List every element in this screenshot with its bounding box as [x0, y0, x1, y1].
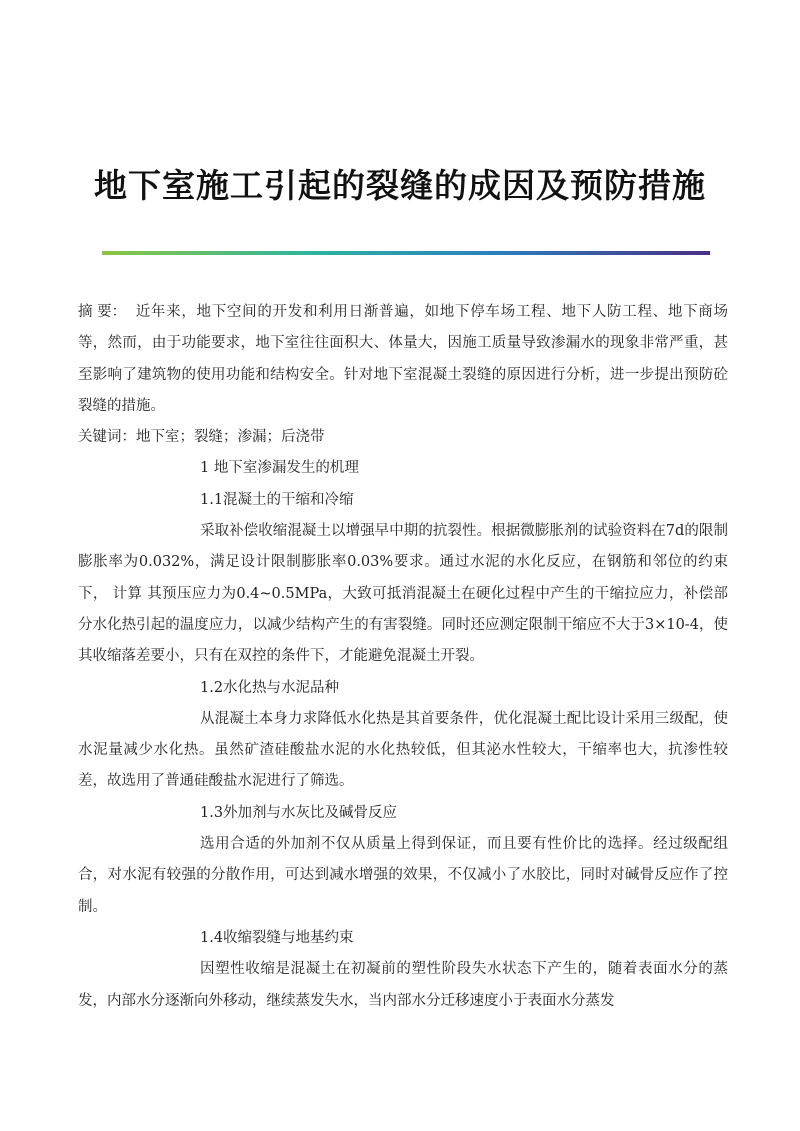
document-body [78, 297, 728, 1017]
title-gradient-rule [102, 251, 710, 255]
section-heading: 1.1混凝土的干缩和冷缩 [200, 491, 354, 508]
section-paragraph: 因塑性收缩是混凝土在初凝前的塑性阶段失水状态下产生的，随着表面水分的蒸发，内部水分逐渐向外移动，继续蒸发失水，当内部水分迁移速度小于表面水分蒸发 [78, 961, 728, 1009]
section-paragraph: 选用合适的外加剂不仅从质量上得到保证，而且要有性价比的选择。经过级配组合，对水泥有较强的分散作用，可达到减水增强的效果，不仅减小了水胶比，同时对碱骨反应作了控制。 [78, 836, 728, 915]
abstract-paragraph [78, 297, 728, 422]
section-heading: 1.2水化热与水泥品种 [200, 679, 340, 696]
section-heading: 1 地下室渗漏发生的机理 [200, 460, 359, 477]
keywords-line: 关键词：地下室；裂缝；渗漏；后浇带 [78, 429, 325, 446]
section-heading: 1.4收缩裂缝与地基约束 [200, 929, 354, 946]
abstract-label: 摘 要： [78, 304, 127, 320]
section-paragraph: 采取补偿收缩混凝土以增强早中期的抗裂性。根据微膨胀剂的试验资料在7d的限制膨胀率为0.032%，满足设计限制膨胀率0.03%要求。通过水泥的水化反应，在钢筋和邻位的约束下， 计算 其预压应力为0.4~0.5MPa，大致可抵消混凝土在硬化过程中产生的干缩拉应力，补偿部分水化热引起的温度应力，以减少结构产生的有害裂缝。同时还应测定限制干缩应不大于3×10-4，使其收缩落差要小，只有在双控的条件下，才能避免混凝土开裂。 [78, 523, 728, 665]
document-title: 地下室施工引起的裂缝的成因及预防措施 [94, 166, 706, 205]
section-heading: 1.3外加剂与水灰比及碱骨反应 [200, 804, 398, 821]
section-paragraph: 从混凝土本身力求降低水化热是其首要条件，优化混凝土配比设计采用三级配，使水泥量减少水化热。虽然矿渣硅酸盐水泥的水化热较低，但其泌水性较大，干缩率也大，抗渗性较差，故选用了普通硅酸盐水泥进行了筛选。 [78, 710, 728, 790]
abstract-text: 近年来，地下空间的开发和利用日渐普遍，如地下停车场工程、地下人防工程、地下商场等，然而，由于功能要求，地下室往往面积大、体量大，因施工质量导致渗漏水的现象非常严重，甚至影响了建筑物的使用功能和结构安全。针对地下室混凝土裂缝的原因进行分析，进一步提出预防砼裂缝的措施。 [78, 304, 728, 414]
